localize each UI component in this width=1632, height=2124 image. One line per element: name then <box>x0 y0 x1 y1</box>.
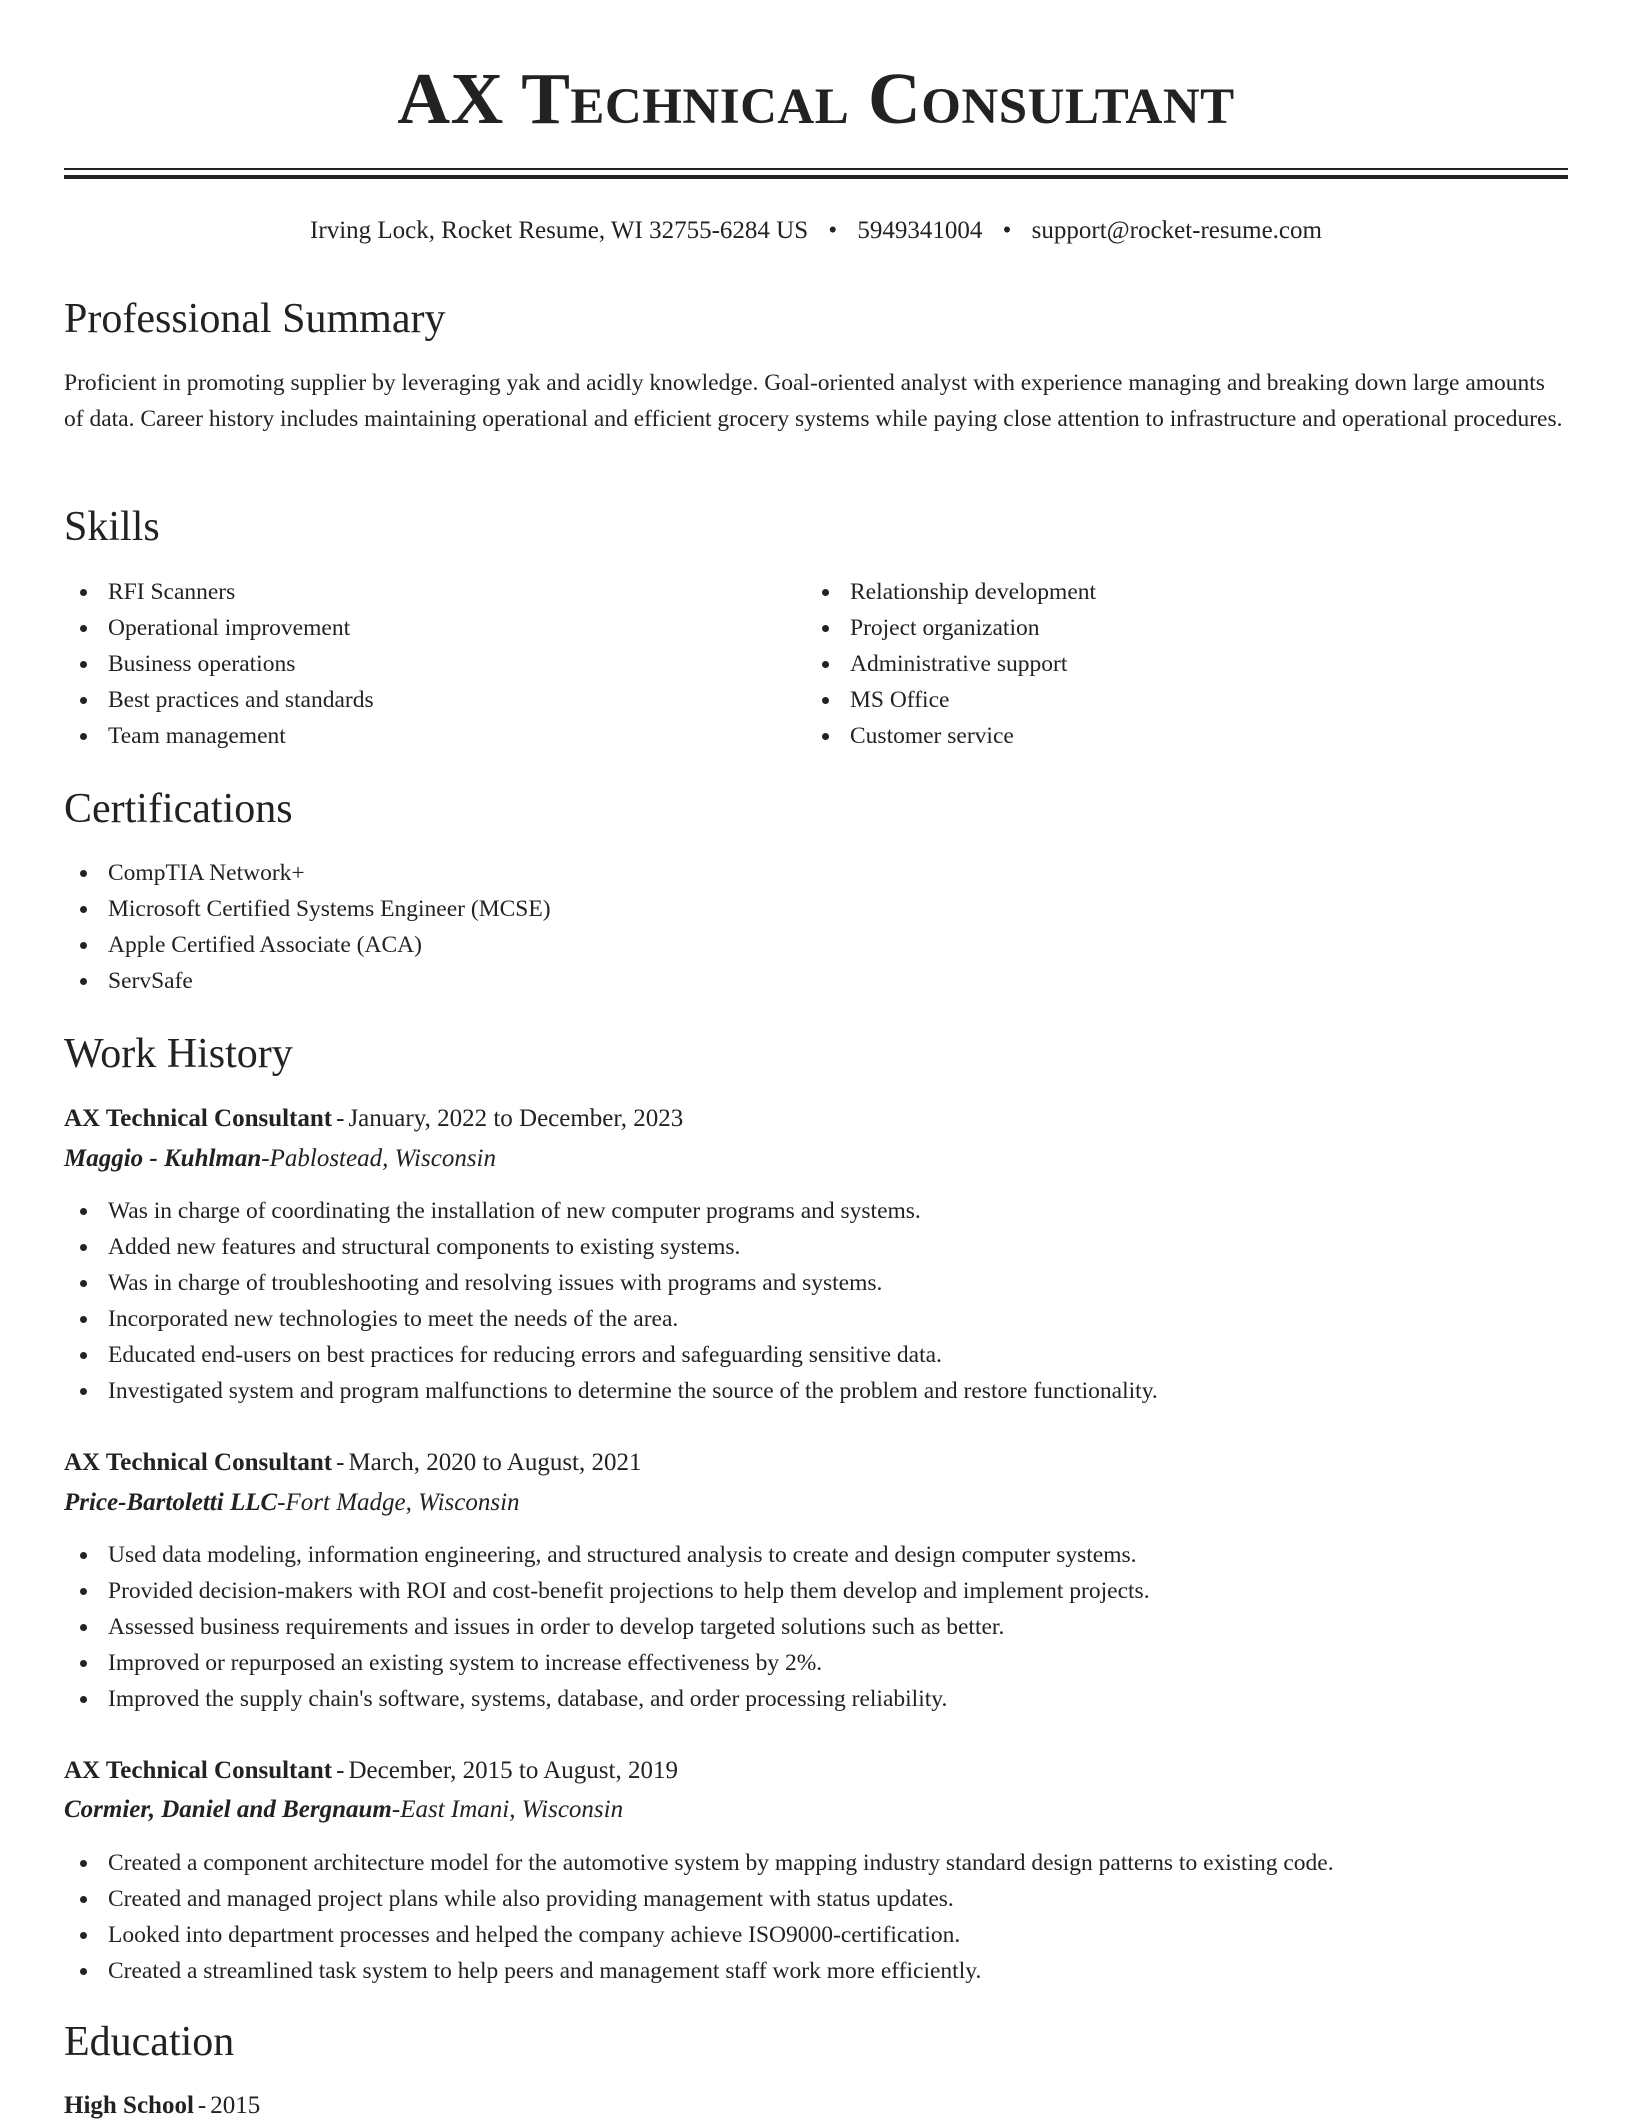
job-bullet: Created a component architecture model for the automotive system by mapping industry standard design patterns to existing code. <box>64 1845 1564 1881</box>
job-header: AX Technical Consultant - January, 2022 to December, 2023 <box>64 1105 684 1132</box>
summary-text: Proficient in promoting supplier by leveraging yak and acidly knowledge. Goal-oriented analyst with experience managing and breaking down large amounts of data. Career history includes maintaining operational and efficient grocery systems while paying close attention to infrastructure and operational procedures. <box>64 370 1563 432</box>
education-year: 2015 <box>210 2092 261 2119</box>
job-bullet: Used data modeling, information engineering, and structured analysis to create and design computer systems. <box>64 1537 1564 1573</box>
skill-item: MS Office <box>806 682 1546 718</box>
job-company-line: Price-Bartoletti LLC-Fort Madge, Wisconsin <box>64 1489 520 1516</box>
skill-item: Customer service <box>806 718 1546 754</box>
skills-list-right <box>806 574 1546 754</box>
job-header: AX Technical Consultant - March, 2020 to August, 2021 <box>64 1449 642 1476</box>
job-dates: December, 2015 to August, 2019 <box>348 1757 678 1784</box>
contact-email: support@rocket-resume.com <box>1031 217 1322 244</box>
contact-address: Irving Lock, Rocket Resume, WI 32755-6284 US <box>310 217 809 244</box>
skill-item: Best practices and standards <box>64 682 804 718</box>
skill-item: RFI Scanners <box>64 574 804 610</box>
job-bullet: Provided decision-makers with ROI and cost-benefit projections to help them develop and implement projects. <box>64 1573 1564 1609</box>
job-bullet: Created and managed project plans while also providing management with status updates. <box>64 1881 1564 1917</box>
job-location: East Imani, Wisconsin <box>400 1796 624 1823</box>
resume-title: AX Technical Consultant <box>397 58 1235 139</box>
job-company-line: Maggio - Kuhlman-Pablostead, Wisconsin <box>64 1145 496 1172</box>
job-header: AX Technical Consultant - December, 2015 to August, 2019 <box>64 1757 678 1784</box>
job-location: Fort Madge, Wisconsin <box>285 1489 520 1516</box>
education-heading: Education <box>64 2019 235 2065</box>
job-company: Cormier, Daniel and Bergnaum <box>64 1796 392 1823</box>
job-bullet: Looked into department processes and helped the company achieve ISO9000-certification. <box>64 1917 1564 1953</box>
job-bullets <box>64 1537 1564 1717</box>
job-bullet: Assessed business requirements and issues in order to develop targeted solutions such as better. <box>64 1609 1564 1645</box>
job-dates: January, 2022 to December, 2023 <box>348 1105 684 1132</box>
resume-content <box>64 0 1568 2119</box>
job-company-line: Cormier, Daniel and Bergnaum-East Imani, Wisconsin <box>64 1796 624 1823</box>
skill-item: Team management <box>64 718 804 754</box>
job-company: Maggio - Kuhlman <box>64 1145 262 1172</box>
job-bullets <box>64 1193 1564 1409</box>
job-bullet: Investigated system and program malfunctions to determine the source of the problem and restore functionality. <box>64 1373 1564 1409</box>
job-bullet: Created a streamlined task system to help peers and management staff work more efficiently. <box>64 1953 1564 1989</box>
job-bullet: Improved the supply chain's software, systems, database, and order processing reliability. <box>64 1681 1564 1717</box>
skill-item: Business operations <box>64 646 804 682</box>
contact-separator: • <box>828 217 838 244</box>
certifications-heading: Certifications <box>64 786 293 832</box>
certification-item: Microsoft Certified Systems Engineer (MCSE) <box>64 891 1564 927</box>
job-bullet: Educated end-users on best practices for reducing errors and safeguarding sensitive data. <box>64 1337 1564 1373</box>
skill-item: Project organization <box>806 610 1546 646</box>
skill-item: Operational improvement <box>64 610 804 646</box>
job-bullet: Added new features and structural components to existing systems. <box>64 1229 1564 1265</box>
education-entry: High School - 2015 <box>64 2092 261 2119</box>
title-rule-top <box>64 168 1568 170</box>
certification-item: ServSafe <box>64 963 1564 999</box>
skill-item: Relationship development <box>806 574 1546 610</box>
certification-item: CompTIA Network+ <box>64 855 1564 891</box>
job-company: Price-Bartoletti LLC <box>64 1489 278 1516</box>
skills-list-left <box>64 574 804 754</box>
job-bullets <box>64 1845 1564 1989</box>
job-title: AX Technical Consultant <box>64 1449 333 1476</box>
contact-line <box>64 216 1568 246</box>
contact-separator: • <box>1002 217 1012 244</box>
skill-item: Administrative support <box>806 646 1546 682</box>
certifications-list <box>64 855 1564 999</box>
job-dates: March, 2020 to August, 2021 <box>348 1449 642 1476</box>
skills-heading: Skills <box>64 504 160 550</box>
job-bullet: Improved or repurposed an existing system to increase effectiveness by 2%. <box>64 1645 1564 1681</box>
education-degree: High School <box>64 2092 194 2119</box>
summary-heading: Professional Summary <box>64 296 446 342</box>
job-title: AX Technical Consultant <box>64 1757 333 1784</box>
certification-item: Apple Certified Associate (ACA) <box>64 927 1564 963</box>
job-bullet: Was in charge of troubleshooting and resolving issues with programs and systems. <box>64 1265 1564 1301</box>
job-title: AX Technical Consultant <box>64 1105 333 1132</box>
job-bullet: Was in charge of coordinating the installation of new computer programs and systems. <box>64 1193 1564 1229</box>
job-bullet: Incorporated new technologies to meet the needs of the area. <box>64 1301 1564 1337</box>
contact-phone: 5949341004 <box>857 217 983 244</box>
job-location: Pablostead, Wisconsin <box>269 1145 496 1172</box>
work-history-heading: Work History <box>64 1031 293 1077</box>
title-rule-bottom <box>64 175 1568 179</box>
